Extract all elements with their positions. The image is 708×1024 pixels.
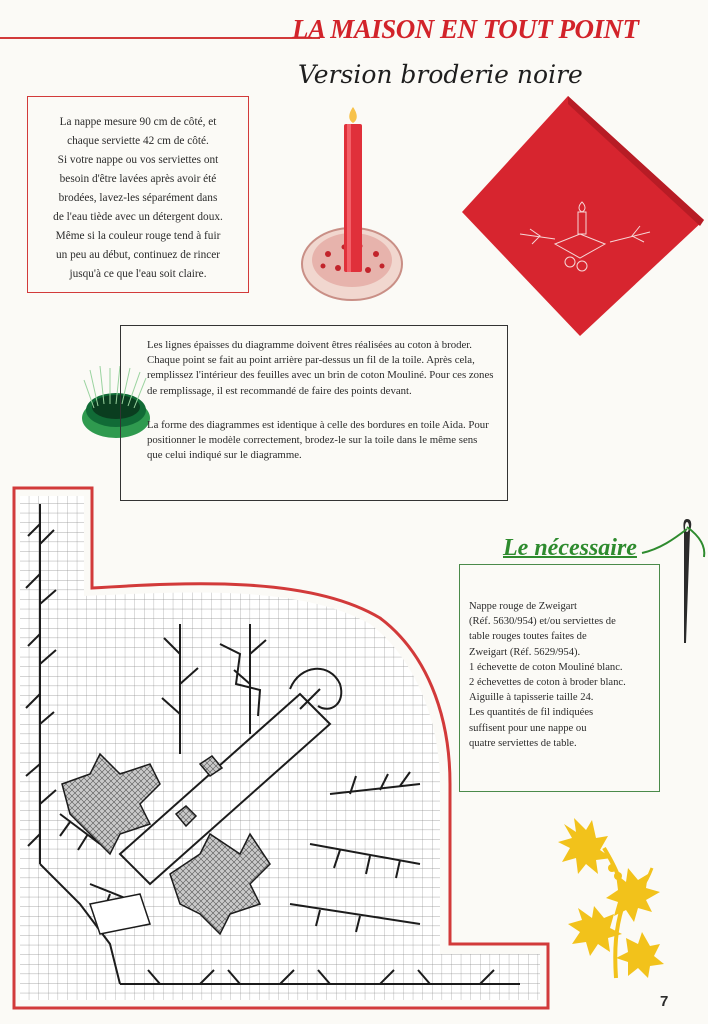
instructions-box — [120, 325, 508, 501]
necessaire-line: 1 échevette de coton Mouliné blanc. — [469, 661, 623, 673]
intro-line: brodées, lavez-les séparément dans — [58, 192, 218, 204]
necessaire-line: Zweigart (Réf. 5629/954). — [469, 646, 581, 658]
instructions-paragraph: La forme des diagrammes est identique à celle des bordures en toile Aida. Pour positionner le modèle correctement, brodez-le sur la toile dans le même sens que celui indiqué sur le diagramme. — [147, 418, 489, 462]
necessaire-title: Le nécessaire — [503, 535, 637, 561]
red-napkin-photo — [460, 94, 706, 338]
necessaire-line: (Réf. 5630/954) et/ou serviettes de — [469, 616, 616, 628]
holly-icon — [556, 818, 666, 982]
page-subtitle: Version broderie noire — [298, 60, 583, 89]
embroidery-chart — [0, 484, 560, 1016]
intro-line: Même si la couleur rouge tend à fuir — [55, 230, 221, 242]
instructions-paragraph: Les lignes épaisses du diagramme doivent êtres réalisées au coton à broder. Chaque point se fait au point arrière par-dessus un fil de la toile. Après cela, remplissez l'intérieur des feuilles avec un brin de coton Mouliné. Pour ces zones de remplissage, il est recommandé de faire des points devant. — [147, 339, 494, 397]
intro-line: jusqu'à ce que l'eau soit claire. — [69, 268, 207, 280]
header-rule — [0, 37, 320, 39]
intro-line: La nappe mesure 90 cm de côté, et — [59, 116, 217, 128]
intro-line: de l'eau tiède avec un détergent doux. — [53, 211, 223, 223]
page-number: 7 — [660, 993, 669, 1010]
necessaire-line: Aiguille à tapisserie taille 24. — [469, 692, 594, 704]
intro-line: un peu au début, continuez de rincer — [55, 249, 221, 261]
intro-line: Si votre nappe ou vos serviettes ont — [57, 154, 219, 166]
necessaire-line: 2 échevettes de coton à broder blanc. — [469, 677, 626, 689]
necessaire-line: quatre serviettes de table. — [469, 737, 577, 749]
necessaire-line: suffisent pour une nappe ou — [469, 722, 587, 734]
candle-photo — [298, 104, 406, 308]
necessaire-line: Nappe rouge de Zweigart — [469, 601, 577, 612]
necessaire-line: Les quantités de fil indiquées — [469, 707, 594, 719]
intro-box — [27, 96, 249, 293]
intro-line: chaque serviette 42 cm de côté. — [67, 135, 209, 147]
intro-line: besoin d'être lavées après avoir été — [59, 173, 217, 185]
necessaire-line: table rouges toutes faites de — [469, 631, 587, 643]
page-title: LA MAISON EN TOUT POINT — [292, 14, 639, 44]
